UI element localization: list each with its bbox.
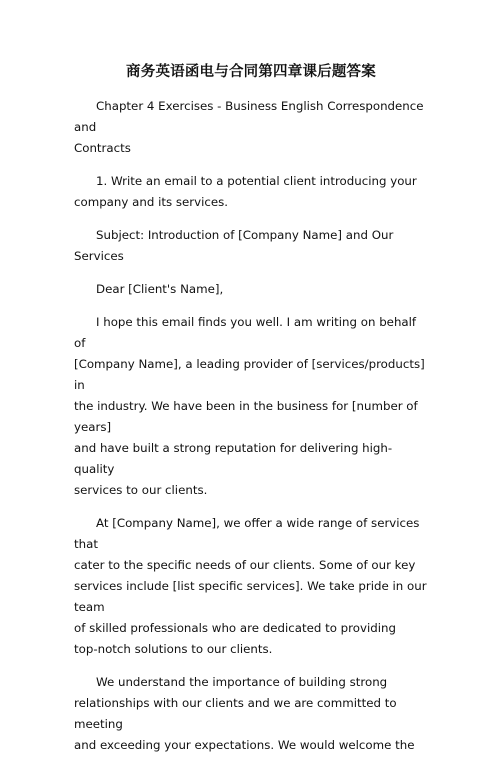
paragraph-salutation: Dear [Client's Name], [96,282,224,296]
document-body [74,96,430,768]
paragraph-chapter-heading: Chapter 4 Exercises - Business English Correspondence and Contracts [74,99,424,155]
document-title: 商务英语函电与合同第四章课后题答案 [126,64,376,80]
paragraph-email-subject: Subject: Introduction of [Company Name] and Our Services [74,228,398,263]
paragraph-services: At [Company Name], we offer a wide range of services that cater to the specific needs of our clients. Some of our key services include [list specific services]. We take pride in our team of skilled professionals who are dedicated to providing top-notch solutions to our clients. [74,516,427,656]
paragraph-introduction: I hope this email finds you well. I am writing on behalf of [Company Name], a leading provider of [services/products] in the industry. We have been in the business for [number of years] and have built a strong reputation for delivering high-quality services to our clients. [74,315,425,497]
paragraph-exercise-prompt: 1. Write an email to a potential client introducing your company and its services. [74,174,417,209]
paragraph-relationships: We understand the importance of building strong relationships with our clients and we are committed to meeting and exceeding your expectations. We would welcome the [74,675,415,752]
